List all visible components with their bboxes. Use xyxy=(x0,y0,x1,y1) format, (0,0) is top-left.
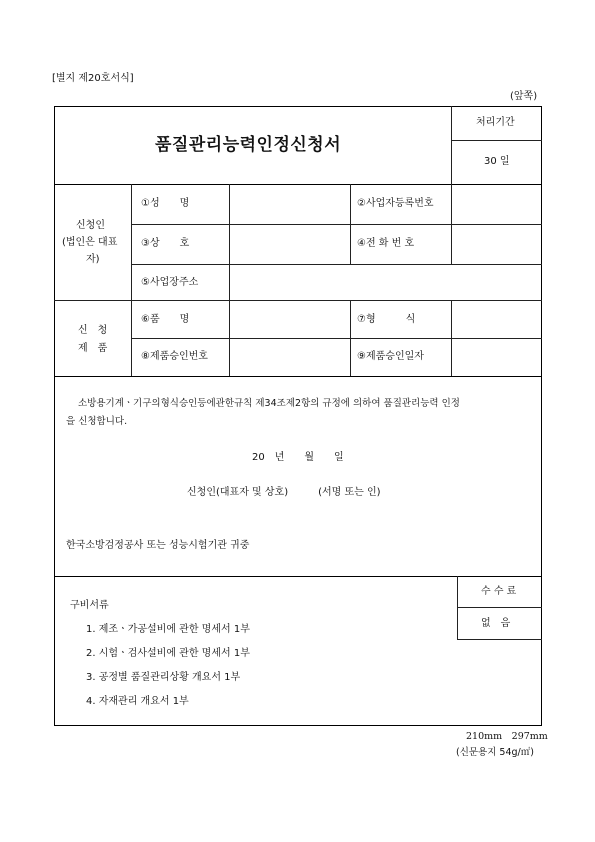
form-number: [별지 제20호서식] xyxy=(52,73,134,84)
fee-bottom-line xyxy=(457,639,542,640)
fee-value: 없 음 xyxy=(481,618,511,629)
side-label: (앞쪽) xyxy=(510,91,538,102)
approval-date-field[interactable] xyxy=(452,339,542,376)
product-bottom-line xyxy=(54,376,542,377)
statement-line-1: 소방용기계ㆍ기구의형식승인등에관한규칙 제34조제2항의 규정에 의하여 품질관리능력 인정 xyxy=(78,398,460,409)
model-field[interactable] xyxy=(452,301,542,338)
fee-divider xyxy=(457,607,542,608)
biz-no-field[interactable] xyxy=(452,185,542,224)
paper-spec: (신문용지 54g/㎡) xyxy=(456,747,534,758)
name-label: ①성 명 xyxy=(141,198,190,209)
document-item: 2. 시험ㆍ검사설비에 관한 명세서 1부 xyxy=(86,648,250,659)
item-label: ⑥품 명 xyxy=(141,314,190,325)
address-label: ⑤사업장주소 xyxy=(141,277,199,288)
item-field[interactable] xyxy=(230,301,350,338)
applicant-label-3: 자) xyxy=(86,254,100,265)
signer-line: 신청인(대표자 및 상호) (서명 또는 인) xyxy=(187,487,381,498)
company-label: ③상 호 xyxy=(141,238,190,249)
processing-label: 처리기간 xyxy=(476,117,515,128)
applicant-label-2: (법인은 대표 xyxy=(62,237,118,248)
document-item: 4. 자재관리 개요서 1부 xyxy=(86,696,189,707)
address-field[interactable] xyxy=(230,265,542,300)
application-date: 20 년 월 일 xyxy=(252,452,344,463)
statement-line-2: 을 신청합니다. xyxy=(66,416,128,427)
approval-no-field[interactable] xyxy=(230,339,350,376)
applicant-label-1: 신청인 xyxy=(76,220,105,231)
document-item: 3. 공정별 품질관리상황 개요서 1부 xyxy=(86,672,241,683)
statement-bottom-line xyxy=(54,576,542,577)
fee-label: 수 수 료 xyxy=(481,586,517,597)
approval-no-label: ⑧제품승인번호 xyxy=(141,351,208,362)
processing-value: 30 일 xyxy=(484,156,510,167)
phone-label: ④전 화 번 호 xyxy=(357,238,415,249)
model-label: ⑦형 식 xyxy=(357,314,416,325)
company-field[interactable] xyxy=(230,225,350,264)
approval-date-label: ⑨제품승인일자 xyxy=(357,351,424,362)
section-label-divider xyxy=(131,184,132,376)
name-field[interactable] xyxy=(230,185,350,224)
phone-field[interactable] xyxy=(452,225,542,264)
document-item: 1. 제조ㆍ가공설비에 관한 명세서 1부 xyxy=(86,624,250,635)
recipient: 한국소방검정공사 또는 성능시험기관 귀중 xyxy=(66,540,250,551)
title-divider xyxy=(451,106,452,184)
processing-divider xyxy=(451,140,542,141)
product-label-1: 신 청 xyxy=(78,325,108,336)
documents-title: 구비서류 xyxy=(70,600,109,611)
paper-size: 210mm 297mm xyxy=(466,731,548,742)
product-label-2: 제 품 xyxy=(78,343,108,354)
form-title: 품질관리능력인정신청서 xyxy=(155,135,342,155)
biz-no-label: ②사업자등록번호 xyxy=(357,198,434,209)
